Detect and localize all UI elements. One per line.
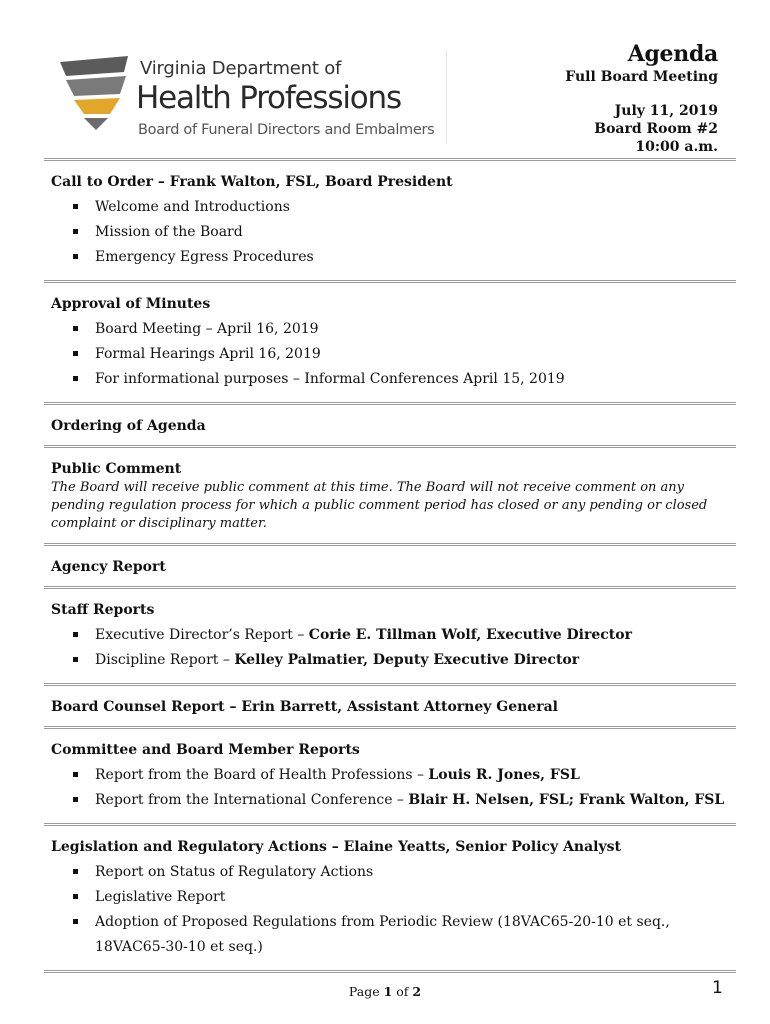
bullet-icon (73, 326, 78, 331)
bullet-icon (73, 772, 78, 777)
dhp-emblem-icon (58, 54, 134, 132)
section-heading: Approval of Minutes (51, 296, 211, 312)
section-committee-reports (44, 729, 736, 823)
section-heading: Legislation and Regulatory Actions – Elaine Yeatts, Senior Policy Analyst (51, 839, 621, 855)
agenda-body (44, 158, 736, 973)
list-item: Welcome and Introductions (51, 195, 736, 220)
bullet-icon (73, 894, 78, 899)
list-item: Board Meeting – April 16, 2019 (51, 317, 736, 342)
page-footer (0, 984, 770, 999)
section-agency-report (44, 546, 736, 586)
bullet-icon (73, 376, 78, 381)
section-heading: Staff Reports (51, 602, 155, 618)
list-item: For informational purposes – Informal Conferences April 15, 2019 (51, 367, 736, 392)
corner-page-number: 1 (712, 978, 723, 998)
section-staff-reports (44, 589, 736, 683)
list-item: Report from the International Conference – Blair H. Nelsen, FSL; Frank Walton, FSL (51, 788, 736, 813)
list-item: Formal Hearings April 16, 2019 (51, 342, 736, 367)
agenda-meta (565, 40, 718, 156)
bullet-icon (73, 229, 78, 234)
section-heading: Public Comment (51, 461, 182, 477)
section-heading: Agency Report (51, 559, 166, 575)
section-heading: Ordering of Agenda (51, 418, 206, 434)
of-word: of (396, 984, 409, 999)
meeting-room: Board Room #2 (594, 121, 718, 137)
section-divider (44, 970, 736, 973)
section-heading: Committee and Board Member Reports (51, 742, 360, 758)
dhp-logo (54, 50, 447, 144)
section-heading: Call to Order – Frank Walton, FSL, Board President (51, 174, 453, 190)
bullet-icon (73, 657, 78, 662)
section-legislation-regulatory (44, 826, 736, 970)
logo-line-3: Board of Funeral Directors and Embalmers (138, 122, 435, 138)
list-item: Emergency Egress Procedures (51, 245, 736, 270)
logo-line-2: Health Professions (136, 80, 401, 116)
meeting-type: Full Board Meeting (565, 69, 718, 85)
bullet-icon (73, 351, 78, 356)
current-page: 1 (383, 984, 393, 999)
bullet-icon (73, 204, 78, 209)
bullet-icon (73, 254, 78, 259)
section-ordering-of-agenda (44, 405, 736, 445)
bullet-icon (73, 632, 78, 637)
bullet-icon (73, 869, 78, 874)
agenda-title: Agenda (627, 41, 718, 67)
section-public-comment (44, 448, 736, 543)
section-heading: Board Counsel Report – Erin Barrett, Assistant Attorney General (51, 699, 558, 715)
meeting-time: 10:00 a.m. (635, 139, 718, 155)
list-item: Report from the Board of Health Professions – Louis R. Jones, FSL (51, 763, 736, 788)
list-item: Executive Director’s Report – Corie E. Tillman Wolf, Executive Director (51, 623, 736, 648)
list-item: Report on Status of Regulatory Actions (51, 860, 736, 885)
list-item: Adoption of Proposed Regulations from Periodic Review (18VAC65-20-10 et seq., 18VAC65-30-10 et seq.) (51, 910, 736, 960)
page-header (0, 0, 770, 160)
logo-line-1: Virginia Department of (140, 58, 342, 79)
list-item: Discipline Report – Kelley Palmatier, Deputy Executive Director (51, 648, 736, 673)
page-word: Page (348, 984, 380, 999)
total-pages: 2 (412, 984, 422, 999)
bullet-icon (73, 919, 78, 924)
public-comment-note: The Board will receive public comment at this time. The Board will not receive comment on any pending regulation process for which a public comment period has closed or any pending or closed complaint or disciplinary matter. (51, 480, 708, 531)
meeting-date: July 11, 2019 (614, 103, 718, 119)
section-board-counsel-report (44, 686, 736, 726)
bullet-icon (73, 797, 78, 802)
section-approval-of-minutes (44, 283, 736, 402)
list-item: Mission of the Board (51, 220, 736, 245)
section-call-to-order (44, 161, 736, 280)
list-item: Legislative Report (51, 885, 736, 910)
